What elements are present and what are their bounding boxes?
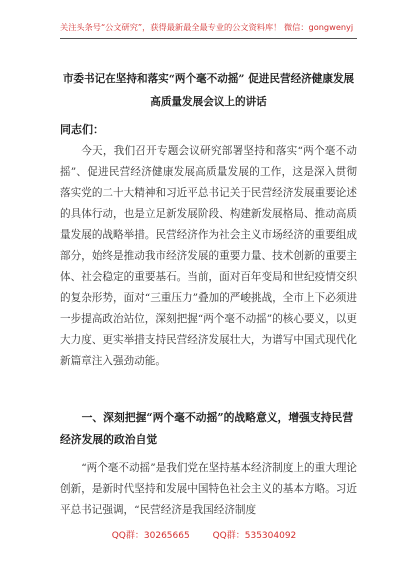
footer-qq-group-2: QQ群：535304092 [212, 531, 297, 541]
body-paragraph-1: 今天，我们召开专题会议研究部署坚持和落实“两个毫不动摇”、促进民营经济健康发展高质量发展的工作，这是深入贯彻落实党的二十大精神和习近平总书记关于民营经济发展重要论述的具体行动，也是立足新发展阶段、构建新发展格局、推动高质量发展的战略举措。民营经济作为社会主义市场经济的重要组成部分，始终是推动我市经济发展的重要力量、技术创新的重要主体、社会稳定的重要基石。当前，面对百年变局和世纪疫情交织的复杂形势，面对“三重压力”叠加的严峻挑战，全市上下必须进一步提高政治站位，深刻把握“两个毫不动摇”的核心要义，以更大力度、更实举措支持民营经济发展壮大，为谱写中国式现代化新篇章注入强劲动能。 [60, 145, 357, 367]
salutation: 同志们： [60, 123, 104, 136]
document-title: 市委书记在坚持和落实“两个毫不动摇” 促进民营经济健康发展高质量发展会议上的讲话 [62, 73, 355, 108]
footer-contact [0, 530, 408, 542]
section-heading-1: 一、深刻把握“两个毫不动摇”的战略意义，增强支持民营经济发展的政治自觉 [60, 411, 354, 446]
footer-qq-group-1: QQ群：30265665 [111, 531, 190, 541]
header-divider [60, 38, 357, 39]
body-paragraph-2: “两个毫不动摇”是我们党在坚持基本经济制度上的重大理论创新，是新时代坚持和发展中国特色社会主义的基本方略。习近平总书记强调，“民营经济是我国经济制度 [60, 462, 357, 516]
header-note: 关注头条号“公文研究”，获得最新最全最专业的公文资料库！ 微信：gongwenyj [60, 22, 354, 32]
